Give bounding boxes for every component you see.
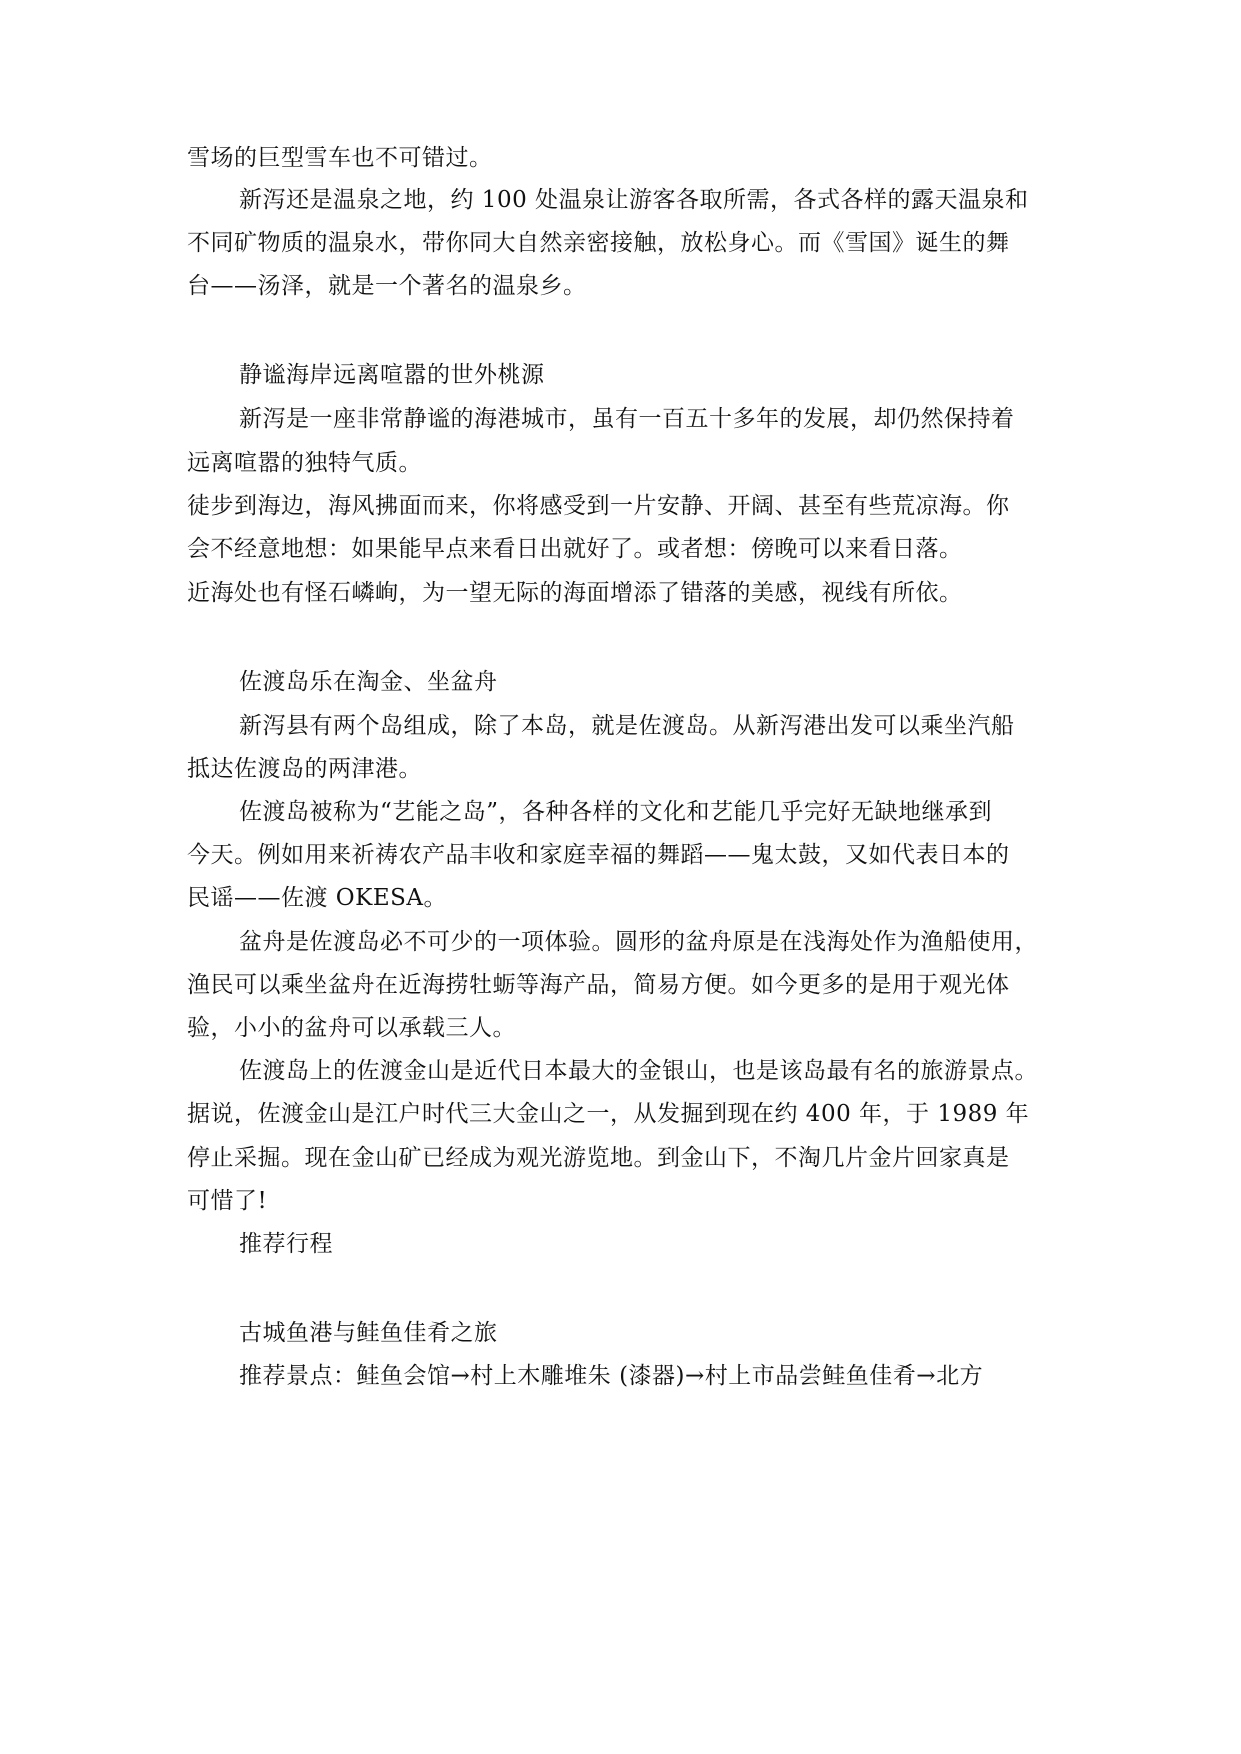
paragraph-line: 民谣——佐渡 OKESA。 bbox=[187, 885, 448, 911]
section-heading: 古城鱼港与鲑鱼佳肴之旅 bbox=[239, 1320, 498, 1346]
section-heading: 静谧海岸远离喧嚣的世外桃源 bbox=[239, 362, 545, 388]
paragraph-line: 据说，佐渡金山是江户时代三大金山之一，从发掘到现在约 400 年，于 1989 年 bbox=[187, 1101, 1030, 1127]
paragraph-line: 渔民可以乘坐盆舟在近海捞牡蛎等海产品，简易方便。如今更多的是用于观光体 bbox=[187, 972, 1010, 998]
paragraph-line: 佐渡岛被称为“艺能之岛”，各种各样的文化和艺能几乎完好无缺地继承到 bbox=[239, 799, 993, 825]
paragraph-line: 远离喧嚣的独特气质。 bbox=[187, 450, 422, 476]
paragraph-line: 验，小小的盆舟可以承载三人。 bbox=[187, 1015, 516, 1041]
paragraph-line: 盆舟是佐渡岛必不可少的一项体验。圆形的盆舟原是在浅海处作为渔船使用， bbox=[239, 929, 1038, 955]
section-heading: 推荐行程 bbox=[239, 1231, 333, 1257]
paragraph-line: 台——汤泽，就是一个著名的温泉乡。 bbox=[187, 273, 587, 299]
paragraph-line: 新泻是一座非常静谧的海港城市，虽有一百五十多年的发展，却仍然保持着 bbox=[239, 406, 1015, 432]
paragraph-line: 停止采掘。现在金山矿已经成为观光游览地。到金山下，不淘几片金片回家真是 bbox=[187, 1145, 1010, 1171]
paragraph-line: 雪场的巨型雪车也不可错过。 bbox=[187, 145, 493, 171]
paragraph-line: 近海处也有怪石嶙峋，为一望无际的海面增添了错落的美感，视线有所依。 bbox=[187, 580, 963, 606]
paragraph-line: 会不经意地想：如果能早点来看日出就好了。或者想：傍晚可以来看日落。 bbox=[187, 536, 963, 562]
paragraph-line: 新泻还是温泉之地，约 100 处温泉让游客各取所需，各式各样的露天温泉和 bbox=[239, 187, 1029, 213]
paragraph-line: 徒步到海边，海风拂面而来，你将感受到一片安静、开阔、甚至有些荒凉海。你 bbox=[187, 493, 1010, 519]
paragraph-line: 不同矿物质的温泉水，带你同大自然亲密接触，放松身心。而《雪国》诞生的舞 bbox=[187, 230, 1010, 256]
paragraph-line: 可惜了! bbox=[187, 1188, 268, 1214]
paragraph-line: 抵达佐渡岛的两津港。 bbox=[187, 756, 422, 782]
paragraph-line: 推荐景点：鲑鱼会馆→村上木雕堆朱 (漆器)→村上市品尝鲑鱼佳肴→北方 bbox=[239, 1363, 984, 1389]
section-heading: 佐渡岛乐在淘金、坐盆舟 bbox=[239, 669, 498, 695]
paragraph-line: 新泻县有两个岛组成，除了本岛，就是佐渡岛。从新泻港出发可以乘坐汽船 bbox=[239, 713, 1015, 739]
paragraph-line: 今天。例如用来祈祷农产品丰收和家庭幸福的舞蹈——鬼太鼓，又如代表日本的 bbox=[187, 842, 1010, 868]
paragraph-line: 佐渡岛上的佐渡金山是近代日本最大的金银山，也是该岛最有名的旅游景点。 bbox=[239, 1058, 1038, 1084]
